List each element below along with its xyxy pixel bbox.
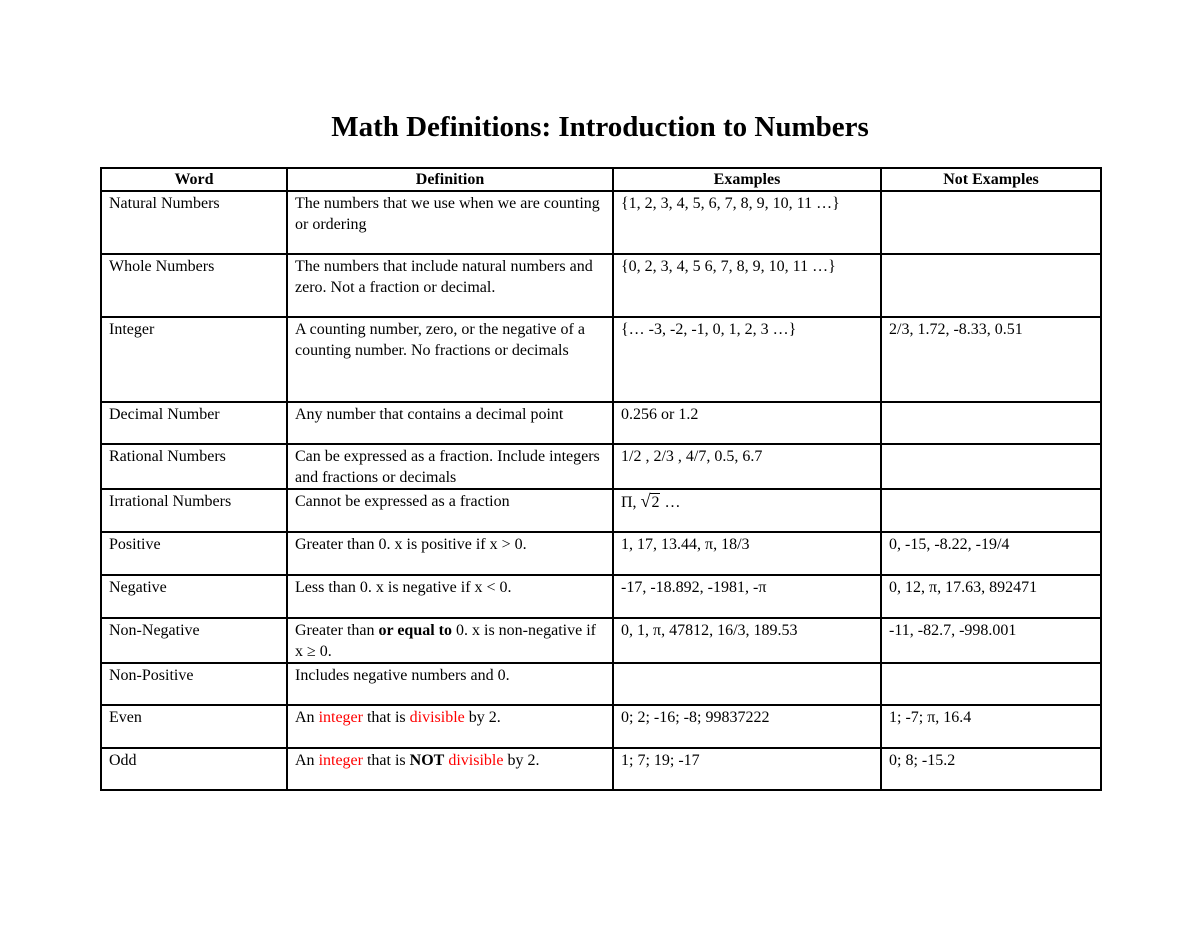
header-examples: Examples [613,168,881,191]
definition-cell: Greater than 0. x is positive if x > 0. [287,532,613,575]
definition-text: by 2. [503,752,540,769]
table-row [101,748,1101,790]
definition-cell: Cannot be expressed as a fraction [287,489,613,532]
word-cell: Odd [101,748,287,790]
table-row [101,618,1101,663]
emphasis-text: or equal to [378,622,452,639]
highlighted-term: divisible [409,709,465,726]
not-examples-cell: 1; -7; π, 16.4 [881,705,1101,748]
definition-text: by 2. [464,709,501,726]
definition-text: that is [362,752,410,769]
definition-cell: The numbers that we use when we are counting or ordering [287,191,613,254]
not-examples-cell [881,444,1101,489]
word-cell: Irrational Numbers [101,489,287,532]
word-cell: Positive [101,532,287,575]
examples-cell [613,489,881,532]
page-title: Math Definitions: Introduction to Numbers [331,111,869,143]
examples-cell: {1, 2, 3, 4, 5, 6, 7, 8, 9, 10, 11 …} [613,191,881,254]
not-examples-cell: 0; 8; -15.2 [881,748,1101,790]
definition-text: An [295,709,319,726]
not-examples-cell [881,663,1101,705]
not-examples-cell: 0, -15, -8.22, -19/4 [881,532,1101,575]
not-examples-cell [881,254,1101,317]
not-examples-cell [881,402,1101,444]
ellipsis: … [664,494,681,511]
definition-cell: The numbers that include natural numbers and zero. Not a fraction or decimal. [287,254,613,317]
radicand: 2 [651,494,660,511]
square-root-expression [640,491,661,511]
examples-cell: 0; 2; -16; -8; 99837222 [613,705,881,748]
definition-cell: Includes negative numbers and 0. [287,663,613,705]
radical-sign: √ [640,491,651,511]
table-row [101,191,1101,254]
table-row [101,317,1101,402]
table-row [101,705,1101,748]
definition-text: An [295,752,319,769]
examples-cell: 1/2 , 2/3 , 4/7, 0.5, 6.7 [613,444,881,489]
examples-cell: {… -3, -2, -1, 0, 1, 2, 3 …} [613,317,881,402]
highlighted-term: integer [318,752,363,769]
definition-text: that is [362,709,410,726]
definition-cell: A counting number, zero, or the negative of a counting number. No fractions or decimals [287,317,613,402]
definition-text: 0. x is non-negative if x ≥ 0. [295,622,596,660]
word-cell: Whole Numbers [101,254,287,317]
definition-cell [287,748,613,790]
highlighted-term: integer [318,709,363,726]
word-cell: Natural Numbers [101,191,287,254]
examples-cell: {0, 2, 3, 4, 5 6, 7, 8, 9, 10, 11 …} [613,254,881,317]
table-row [101,254,1101,317]
definition-cell: Any number that contains a decimal point [287,402,613,444]
table-row [101,532,1101,575]
table-row [101,663,1101,705]
highlighted-term: divisible [448,752,504,769]
examples-cell: 1, 17, 13.44, π, 18/3 [613,532,881,575]
not-examples-cell [881,191,1101,254]
definition-cell: Less than 0. x is negative if x < 0. [287,575,613,618]
definitions-table [100,167,1102,791]
definition-cell: Can be expressed as a fraction. Include integers and fractions or decimals [287,444,613,489]
header-not-examples: Not Examples [881,168,1101,191]
examples-cell: -17, -18.892, -1981, -π [613,575,881,618]
definition-text: Greater than [295,622,379,639]
not-examples-cell: 2/3, 1.72, -8.33, 0.51 [881,317,1101,402]
examples-cell: 1; 7; 19; -17 [613,748,881,790]
not-examples-cell: -11, -82.7, -998.001 [881,618,1101,663]
examples-cell: 0.256 or 1.2 [613,402,881,444]
examples-cell: 0, 1, π, 47812, 16/3, 189.53 [613,618,881,663]
word-cell: Decimal Number [101,402,287,444]
pi-symbol: Π, [621,494,637,511]
word-cell: Even [101,705,287,748]
table-row [101,444,1101,489]
word-cell: Negative [101,575,287,618]
examples-cell [613,663,881,705]
word-cell: Rational Numbers [101,444,287,489]
word-cell: Non-Positive [101,663,287,705]
header-definition: Definition [287,168,613,191]
definition-cell [287,618,613,663]
emphasis-text: NOT [409,752,445,769]
word-cell: Non-Negative [101,618,287,663]
definition-cell [287,705,613,748]
table-row [101,575,1101,618]
table-row [101,489,1101,532]
header-word: Word [101,168,287,191]
table-row [101,402,1101,444]
not-examples-cell: 0, 12, π, 17.63, 892471 [881,575,1101,618]
not-examples-cell [881,489,1101,532]
table-header-row [101,168,1101,191]
word-cell: Integer [101,317,287,402]
